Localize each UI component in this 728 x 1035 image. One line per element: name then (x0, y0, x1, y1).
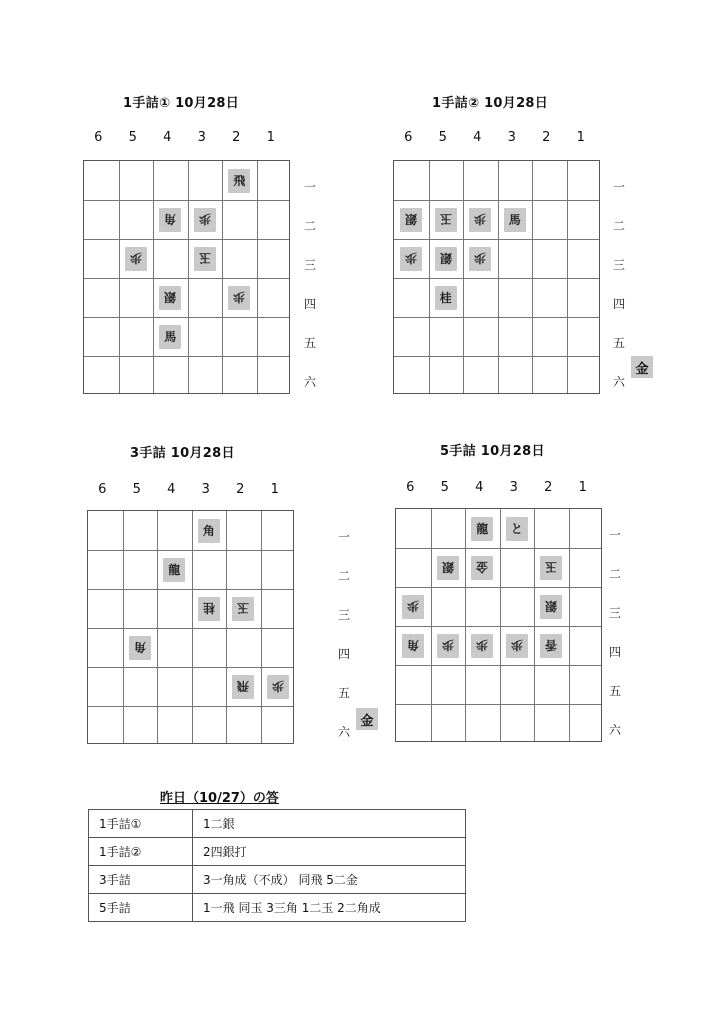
shogi-piece[interactable]: 歩 (228, 286, 250, 310)
column-label: 6 (404, 130, 413, 145)
grid-line (88, 628, 293, 629)
grid-line (88, 667, 293, 668)
shogi-piece[interactable]: 銀 (400, 208, 422, 232)
answer-moves: 2四銀打 (193, 838, 466, 866)
answers-title: 昨日（10/27）の答 (160, 791, 279, 806)
column-label: 3 (509, 480, 518, 495)
row-label: 四 (337, 646, 350, 661)
table-row (89, 894, 466, 922)
grid-line (500, 509, 501, 741)
grid-line (534, 509, 535, 741)
table-row (89, 866, 466, 894)
row-label: 一 (303, 179, 316, 194)
shogi-piece[interactable]: と (506, 517, 528, 541)
shogi-piece[interactable]: 角 (402, 634, 424, 658)
column-label: 5 (128, 130, 137, 145)
column-label: 4 (475, 480, 484, 495)
shogi-piece[interactable]: 歩 (469, 247, 491, 271)
shogi-piece[interactable]: 角 (198, 519, 220, 543)
shogi-piece[interactable]: 銀 (540, 595, 562, 619)
shogi-piece[interactable]: 歩 (469, 208, 491, 232)
column-label: 5 (438, 130, 447, 145)
shogi-piece[interactable]: 馬 (504, 208, 526, 232)
grid-line (261, 511, 262, 743)
grid-line (394, 356, 599, 357)
column-label: 6 (94, 130, 103, 145)
answer-moves: 1二銀 (193, 810, 466, 838)
shogi-piece[interactable]: 飛 (228, 169, 250, 193)
row-label: 四 (612, 296, 625, 311)
row-label: 六 (608, 722, 621, 737)
shogi-piece[interactable]: 歩 (194, 208, 216, 232)
row-label: 三 (337, 607, 350, 622)
column-label: 6 (98, 482, 107, 497)
column-label: 1 (578, 480, 587, 495)
row-label: 一 (608, 527, 621, 542)
grid-line (429, 161, 430, 393)
piece-in-hand[interactable]: 金 (631, 356, 653, 378)
grid-line (532, 161, 533, 393)
grid-line (222, 161, 223, 393)
row-label: 二 (303, 218, 316, 233)
column-label: 5 (440, 480, 449, 495)
grid-line (123, 511, 124, 743)
shogi-piece[interactable]: 歩 (402, 595, 424, 619)
grid-line (567, 161, 568, 393)
grid-line (465, 509, 466, 741)
shogi-piece[interactable]: 飛 (232, 675, 254, 699)
grid-line (88, 550, 293, 551)
column-label: 3 (197, 130, 206, 145)
column-label: 2 (542, 130, 551, 145)
shogi-piece[interactable]: 歩 (471, 634, 493, 658)
answer-label: 1手詰② (89, 838, 193, 866)
shogi-piece[interactable]: 玉 (435, 208, 457, 232)
column-label: 3 (507, 130, 516, 145)
grid-line (88, 589, 293, 590)
column-label: 6 (406, 480, 415, 495)
grid-line (188, 161, 189, 393)
grid-line (394, 239, 599, 240)
row-label: 三 (303, 257, 316, 272)
grid-line (257, 161, 258, 393)
shogi-piece[interactable]: 龍 (471, 517, 493, 541)
row-label: 六 (303, 374, 316, 389)
table-row (89, 810, 466, 838)
grid-line (394, 200, 599, 201)
grid-line (88, 706, 293, 707)
shogi-piece[interactable]: 歩 (125, 247, 147, 271)
grid-line (84, 200, 289, 201)
shogi-piece[interactable]: 銀 (437, 556, 459, 580)
grid-line (396, 587, 601, 588)
row-label: 二 (612, 218, 625, 233)
column-label: 2 (236, 482, 245, 497)
grid-line (396, 665, 601, 666)
grid-line (394, 278, 599, 279)
grid-line (396, 626, 601, 627)
shogi-piece[interactable]: 歩 (400, 247, 422, 271)
shogi-piece[interactable]: 龍 (163, 558, 185, 582)
answer-moves: 3一角成（不成） 同飛 5二金 (193, 866, 466, 894)
shogi-piece[interactable]: 銀 (435, 247, 457, 271)
shogi-piece[interactable]: 角 (159, 208, 181, 232)
row-label: 三 (612, 257, 625, 272)
grid-line (119, 161, 120, 393)
column-label: 1 (266, 130, 275, 145)
grid-line (463, 161, 464, 393)
table-row (89, 838, 466, 866)
answer-moves: 1一飛 同玉 3三角 1二玉 2二角成 (193, 894, 466, 922)
answer-label: 3手詰 (89, 866, 193, 894)
column-label: 4 (473, 130, 482, 145)
row-label: 四 (608, 644, 621, 659)
grid-line (84, 356, 289, 357)
row-label: 五 (303, 335, 316, 350)
grid-line (396, 548, 601, 549)
grid-line (394, 317, 599, 318)
puzzle-title: 1手詰② 10月28日 (432, 96, 549, 111)
shogi-piece[interactable]: 歩 (267, 675, 289, 699)
shogi-piece[interactable]: 歩 (506, 634, 528, 658)
column-label: 3 (201, 482, 210, 497)
answer-label: 5手詰 (89, 894, 193, 922)
row-label: 二 (608, 566, 621, 581)
shogi-piece[interactable]: 玉 (540, 556, 562, 580)
answer-label: 1手詰① (89, 810, 193, 838)
column-label: 4 (167, 482, 176, 497)
row-label: 二 (337, 568, 350, 583)
grid-line (84, 317, 289, 318)
puzzle-title: 5手詰 10月28日 (440, 444, 545, 459)
shogi-piece[interactable]: 桂 (198, 597, 220, 621)
answers-table (88, 809, 466, 922)
grid-line (498, 161, 499, 393)
column-label: 2 (232, 130, 241, 145)
row-label: 一 (337, 529, 350, 544)
row-label: 四 (303, 296, 316, 311)
shogi-board (393, 160, 600, 394)
row-label: 六 (337, 724, 350, 739)
row-label: 三 (608, 605, 621, 620)
grid-line (84, 239, 289, 240)
shogi-piece[interactable]: 銀 (159, 286, 181, 310)
row-label: 五 (612, 335, 625, 350)
puzzle-title: 3手詰 10月28日 (130, 446, 235, 461)
row-label: 六 (612, 374, 625, 389)
column-label: 4 (163, 130, 172, 145)
row-label: 一 (612, 179, 625, 194)
shogi-board (83, 160, 290, 394)
row-label: 五 (608, 683, 621, 698)
shogi-piece[interactable]: 香 (540, 634, 562, 658)
grid-line (396, 704, 601, 705)
piece-in-hand[interactable]: 金 (356, 708, 378, 730)
shogi-piece[interactable]: 金 (471, 556, 493, 580)
grid-line (157, 511, 158, 743)
column-label: 2 (544, 480, 553, 495)
shogi-board (87, 510, 294, 744)
shogi-piece[interactable]: 玉 (194, 247, 216, 271)
shogi-piece[interactable]: 桂 (435, 286, 457, 310)
column-label: 5 (132, 482, 141, 497)
grid-line (84, 278, 289, 279)
grid-line (569, 509, 570, 741)
shogi-piece[interactable]: 歩 (437, 634, 459, 658)
row-label: 五 (337, 685, 350, 700)
grid-line (431, 509, 432, 741)
shogi-board (395, 508, 602, 742)
grid-line (192, 511, 193, 743)
column-label: 1 (270, 482, 279, 497)
grid-line (153, 161, 154, 393)
shogi-piece[interactable]: 玉 (232, 597, 254, 621)
grid-line (226, 511, 227, 743)
shogi-piece[interactable]: 角 (129, 636, 151, 660)
column-label: 1 (576, 130, 585, 145)
puzzle-title: 1手詰① 10月28日 (123, 96, 240, 111)
shogi-piece[interactable]: 馬 (159, 325, 181, 349)
